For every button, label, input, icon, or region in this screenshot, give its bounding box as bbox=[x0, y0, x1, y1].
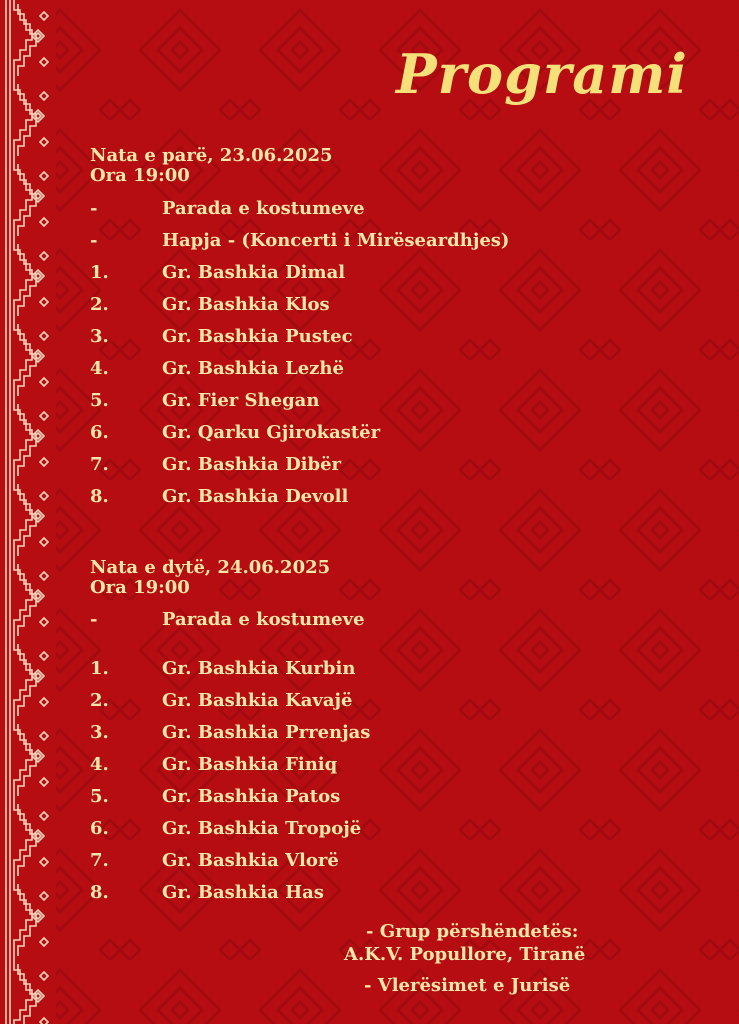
list-item bbox=[90, 688, 710, 714]
item-marker: 6. bbox=[90, 422, 109, 443]
list-item bbox=[90, 420, 710, 446]
item-marker: - bbox=[90, 198, 98, 219]
item-marker: 7. bbox=[90, 850, 109, 871]
item-marker: 8. bbox=[90, 882, 109, 903]
item-marker: 8. bbox=[90, 486, 109, 507]
item-text: Gr. Bashkia Finiq bbox=[162, 754, 338, 775]
list-item bbox=[90, 228, 710, 254]
item-marker: 5. bbox=[90, 786, 109, 807]
footer-greeting-group-label: - Grup përshëndetës: bbox=[366, 921, 579, 942]
night-1-heading: Nata e parë, 23.06.2025 bbox=[90, 145, 333, 166]
item-text: Gr. Bashkia Prrenjas bbox=[162, 722, 371, 743]
list-item bbox=[90, 196, 710, 222]
item-text: Gr. Bashkia Dibër bbox=[162, 454, 342, 475]
item-text: Parada e kostumeve bbox=[162, 609, 365, 630]
item-marker: 5. bbox=[90, 390, 109, 411]
list-item bbox=[90, 784, 710, 810]
item-text: Gr. Bashkia Tropojë bbox=[162, 818, 362, 839]
item-text: Gr. Bashkia Lezhë bbox=[162, 358, 344, 379]
list-item bbox=[90, 656, 710, 682]
item-text: Gr. Bashkia Vlorë bbox=[162, 850, 339, 871]
item-marker: 7. bbox=[90, 454, 109, 475]
page-title: Programi bbox=[396, 42, 688, 106]
item-text: Gr. Bashkia Pustec bbox=[162, 326, 353, 347]
item-marker: 1. bbox=[90, 658, 109, 679]
list-item bbox=[90, 356, 710, 382]
footer-jury-evaluation: - Vlerësimet e Jurisë bbox=[364, 975, 571, 996]
list-item bbox=[90, 880, 710, 906]
item-marker: - bbox=[90, 230, 98, 251]
item-marker: 3. bbox=[90, 722, 109, 743]
list-item bbox=[90, 260, 710, 286]
item-text: Gr. Bashkia Kurbin bbox=[162, 658, 356, 679]
item-text: Gr. Qarku Gjirokastër bbox=[162, 422, 381, 443]
item-marker: 3. bbox=[90, 326, 109, 347]
item-marker: 2. bbox=[90, 294, 109, 315]
list-item bbox=[90, 607, 710, 633]
item-text: Gr. Bashkia Devoll bbox=[162, 486, 349, 507]
item-text: Gr. Fier Shegan bbox=[162, 390, 320, 411]
item-marker: 2. bbox=[90, 690, 109, 711]
item-text: Hapja - (Koncerti i Mirëseardhjes) bbox=[162, 230, 510, 251]
item-marker: 1. bbox=[90, 262, 109, 283]
footer-greeting-group-name: A.K.V. Popullore, Tiranë bbox=[344, 944, 586, 965]
list-item bbox=[90, 484, 710, 510]
list-item bbox=[90, 720, 710, 746]
list-item bbox=[90, 292, 710, 318]
item-text: Gr. Bashkia Klos bbox=[162, 294, 330, 315]
list-item bbox=[90, 388, 710, 414]
night-1-time: Ora 19:00 bbox=[90, 165, 190, 186]
list-item bbox=[90, 848, 710, 874]
list-item bbox=[90, 816, 710, 842]
item-text: Gr. Bashkia Patos bbox=[162, 786, 341, 807]
item-marker: 6. bbox=[90, 818, 109, 839]
list-item bbox=[90, 324, 710, 350]
item-marker: - bbox=[90, 609, 98, 630]
item-marker: 4. bbox=[90, 358, 109, 379]
item-text: Gr. Bashkia Kavajë bbox=[162, 690, 353, 711]
item-text: Gr. Bashkia Dimal bbox=[162, 262, 346, 283]
item-text: Parada e kostumeve bbox=[162, 198, 365, 219]
night-2-time: Ora 19:00 bbox=[90, 577, 190, 598]
item-text: Gr. Bashkia Has bbox=[162, 882, 324, 903]
night-2-heading: Nata e dytë, 24.06.2025 bbox=[90, 557, 331, 578]
item-marker: 4. bbox=[90, 754, 109, 775]
list-item bbox=[90, 452, 710, 478]
list-item bbox=[90, 752, 710, 778]
